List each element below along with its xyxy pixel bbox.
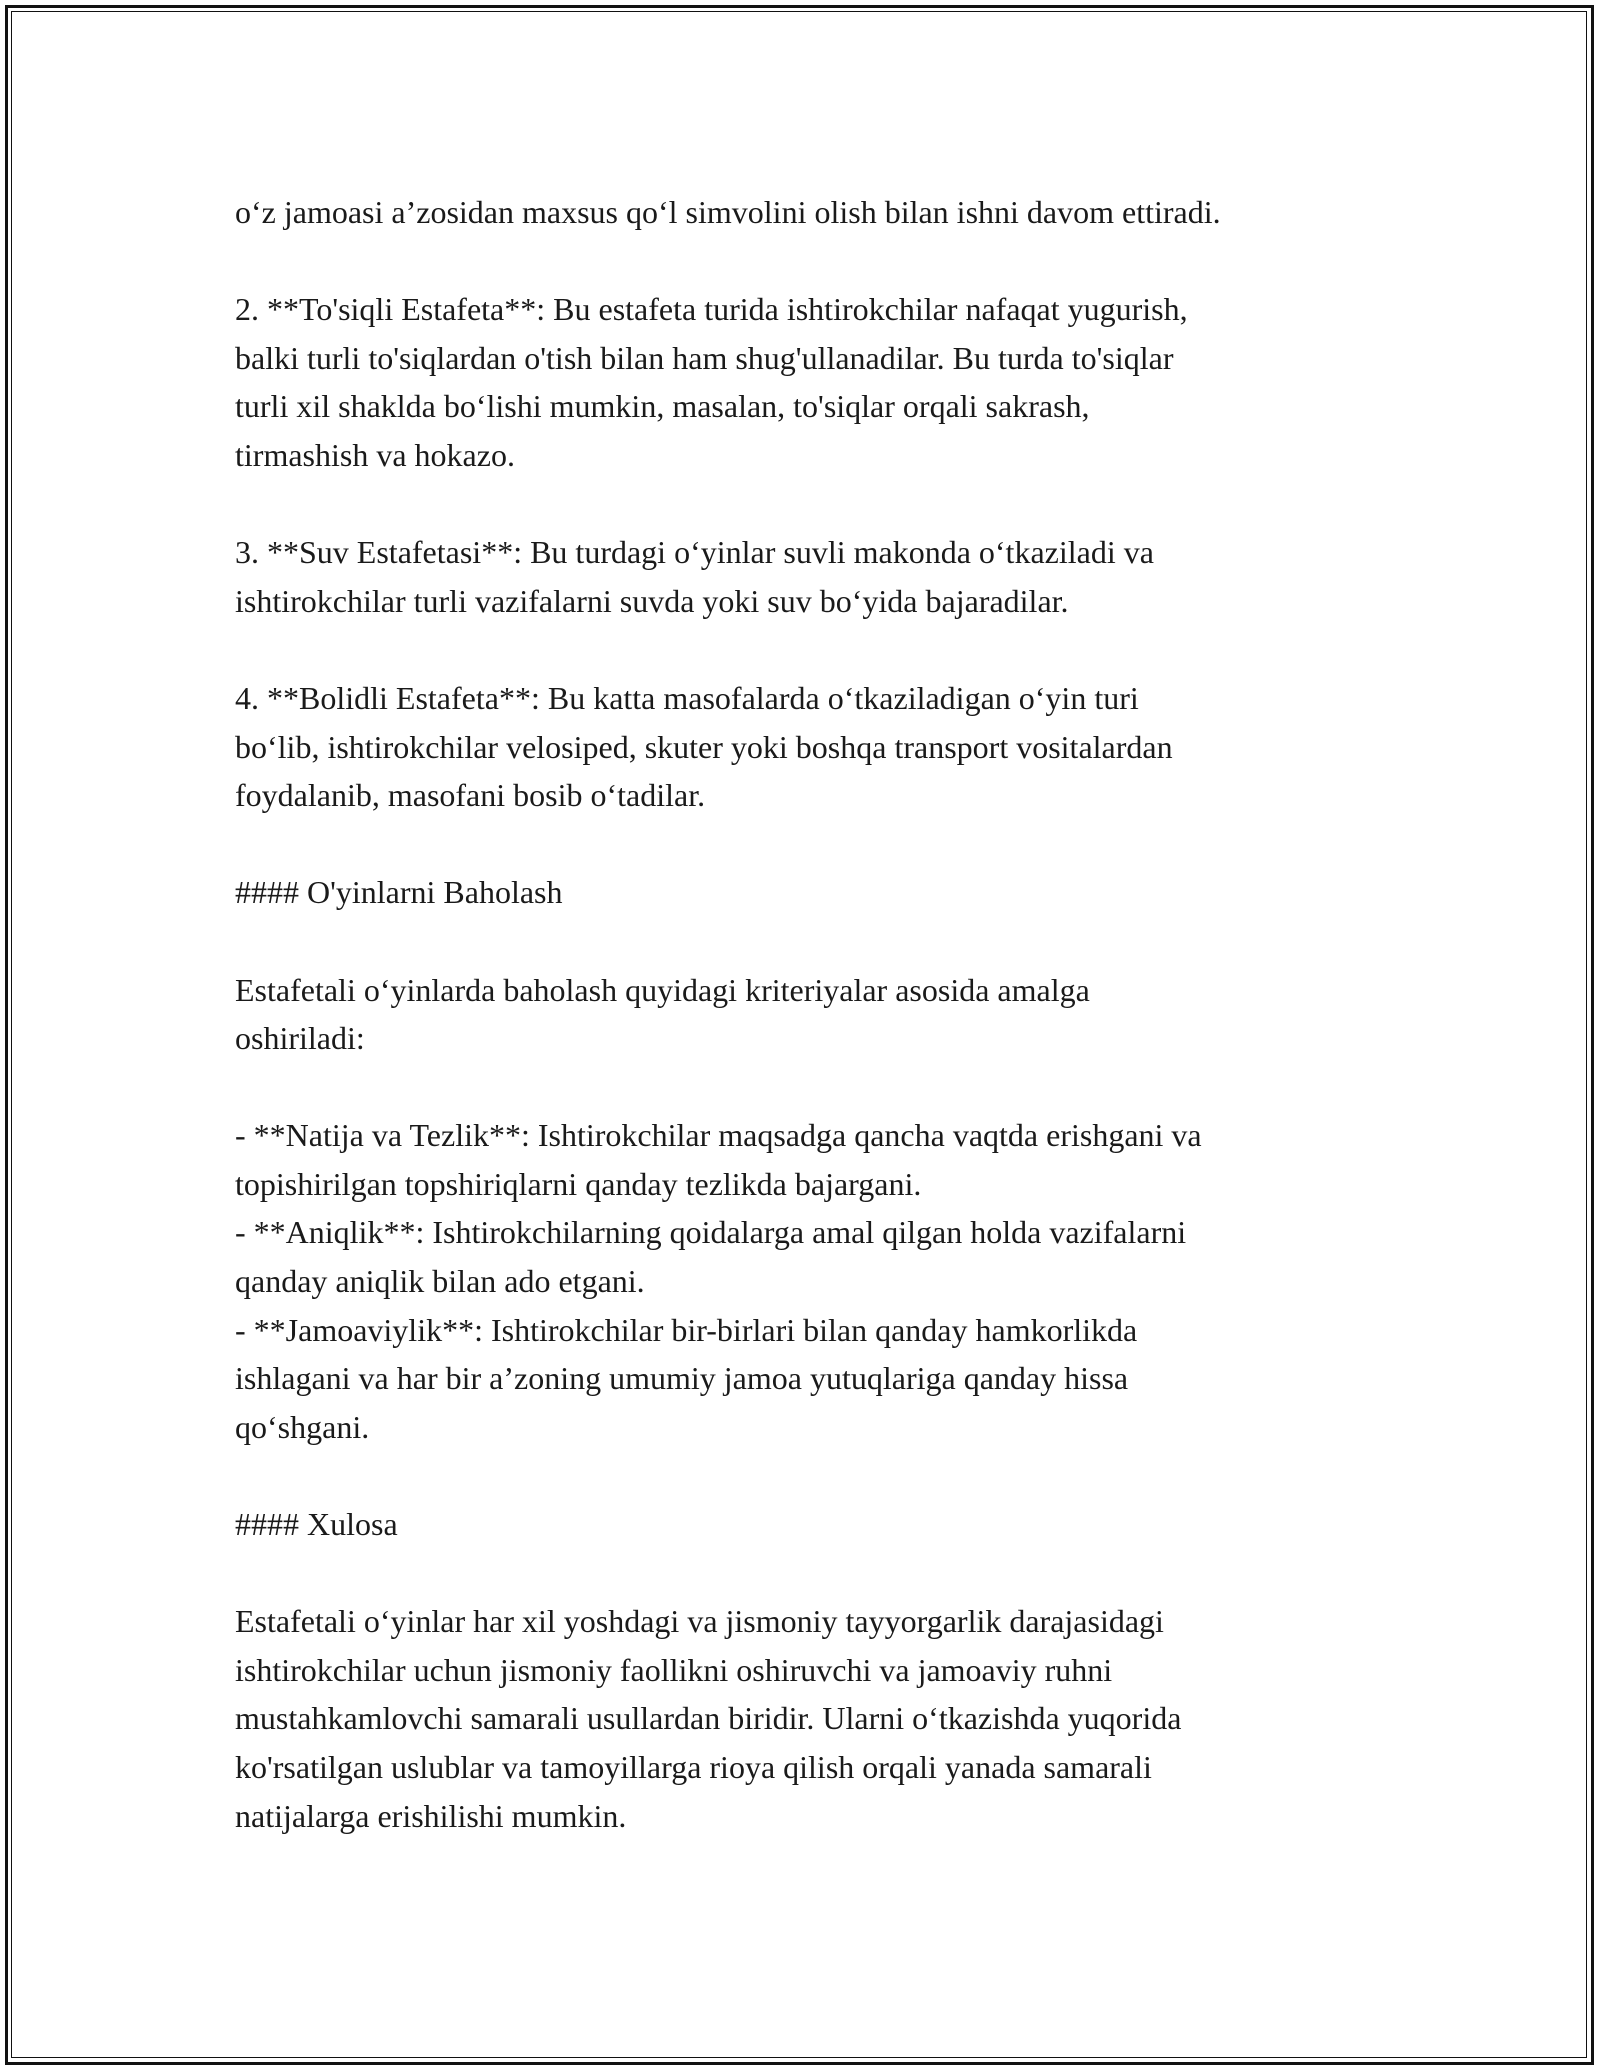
text-line: balki turli to'siqlardan o'tish bilan ham shug'ullanadilar. Bu turda to'siqlar [235, 339, 1174, 376]
text-line: oshiriladi: [235, 1020, 365, 1057]
text-line: 3. **Suv Estafetasi**: Bu turdagi o‘yinlar suvli makonda o‘tkaziladi va [235, 534, 1154, 571]
list-item-line: ishlagani va har bir a’zoning umumiy jamoa yutuqlariga qanday hissa [235, 1360, 1129, 1397]
list-item-line: - **Natija va Tezlik**: Ishtirokchilar maqsadga qancha vaqtda erishgani va [235, 1117, 1202, 1154]
paragraph-baholash-intro [235, 966, 1375, 1063]
list-item-line: qanday aniqlik bilan ado etgani. [235, 1263, 645, 1300]
list-item-line: topishirilgan topshiriqlarni qanday tezlikda bajargani. [235, 1165, 922, 1202]
text-line: turli xil shaklda bo‘lishi mumkin, masalan, to'siqlar orqali sakrash, [235, 388, 1090, 425]
text-line: 4. **Bolidli Estafeta**: Bu katta masofalarda o‘tkaziladigan o‘yin turi [235, 679, 1139, 716]
text-line: o‘z jamoasi a’zosidan maxsus qo‘l simvolini olish bilan ishni davom ettiradi. [235, 194, 1221, 230]
heading-baholash [235, 868, 1375, 917]
text-line: #### Xulosa [235, 1506, 398, 1543]
paragraph-intro-continued [235, 188, 1375, 237]
paragraph-xulosa [235, 1597, 1375, 1840]
text-line: ko'rsatilgan uslublar va tamoyillarga rioya qilish orqali yanada samarali [235, 1749, 1152, 1785]
text-line: Estafetali o‘yinlar har xil yoshdagi va jismoniy tayyorgarlik darajasidagi [235, 1603, 1164, 1640]
text-line: Estafetali o‘yinlarda baholash quyidagi kriteriyalar asosida amalga [235, 971, 1090, 1008]
heading-xulosa [235, 1500, 1375, 1549]
paragraph-item-3 [235, 528, 1375, 625]
text-line: bo‘lib, ishtirokchilar velosiped, skuter yoki boshqa transport vositalardan [235, 728, 1173, 765]
text-line: ishtirokchilar uchun jismoniy faollikni oshiruvchi va jamoaviy ruhni [235, 1651, 1113, 1688]
text-line: foydalanib, masofani bosib o‘tadilar. [235, 777, 706, 814]
list-item-line: - **Jamoaviylik**: Ishtirokchilar bir-birlari bilan qanday hamkorlikda [235, 1311, 1138, 1348]
document-body [235, 188, 1375, 1840]
paragraph-item-4 [235, 674, 1375, 820]
text-line: 2. **To'siqli Estafeta**: Bu estafeta turida ishtirokchilar nafaqat yugurish, [235, 291, 1188, 328]
list-criteria [235, 1111, 1375, 1451]
list-item-line: - **Aniqlik**: Ishtirokchilarning qoidalarga amal qilgan holda vazifalarni [235, 1214, 1187, 1251]
list-item-line: qo‘shgani. [235, 1408, 370, 1445]
paragraph-item-2 [235, 285, 1375, 479]
text-line: ishtirokchilar turli vazifalarni suvda yoki suv bo‘yida bajaradilar. [235, 582, 1069, 619]
text-line: mustahkamlovchi samarali usullardan biridir. Ularni o‘tkazishda yuqorida [235, 1700, 1182, 1737]
text-line: tirmashish va hokazo. [235, 436, 515, 473]
text-line: natijalarga erishilishi mumkin. [235, 1797, 627, 1834]
text-line: #### O'yinlarni Baholash [235, 874, 563, 911]
